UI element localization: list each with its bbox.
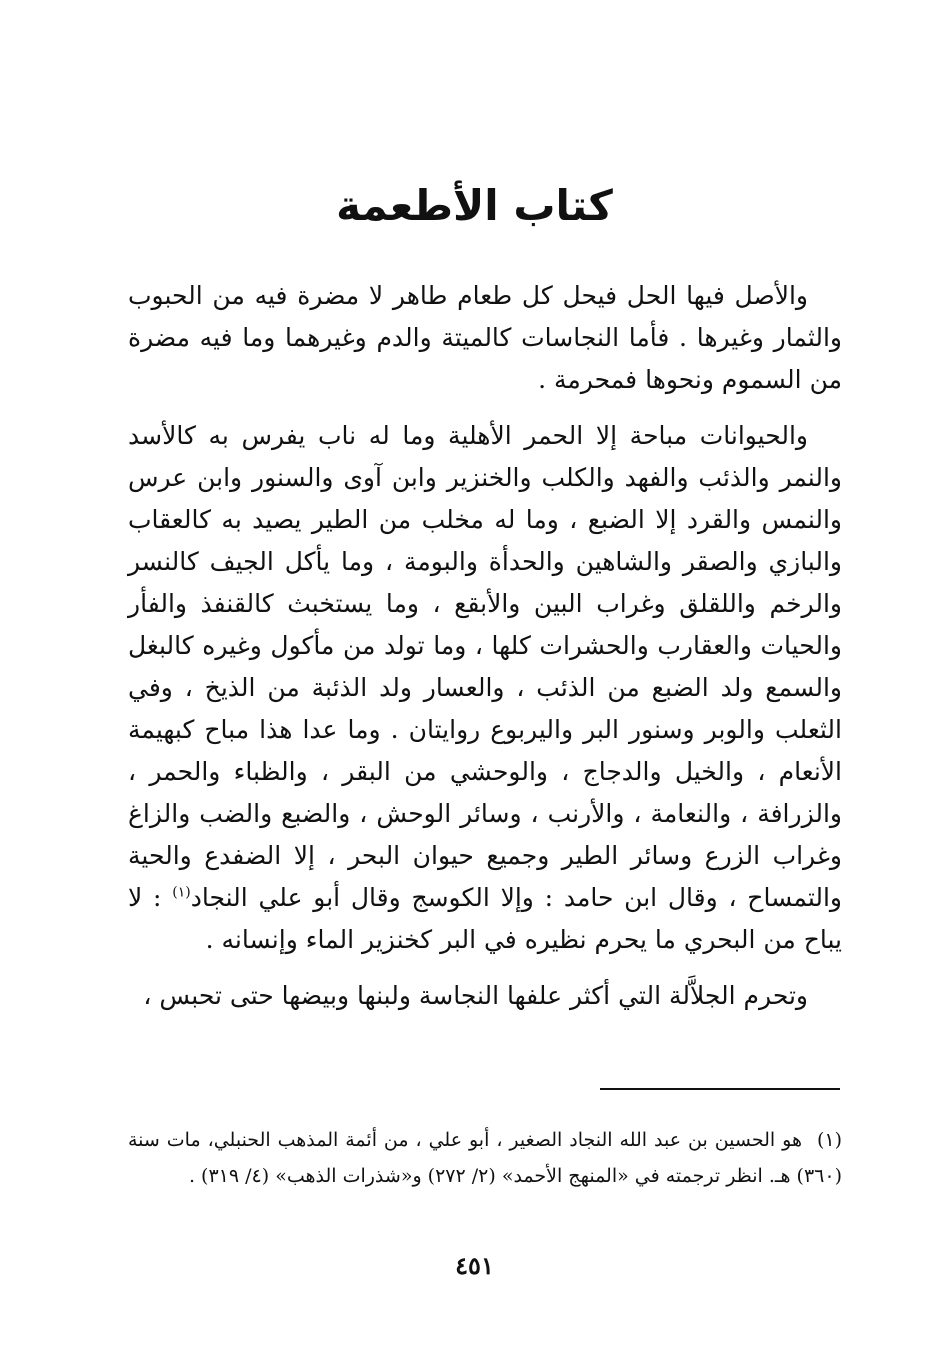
paragraph-jallala: وتحرم الجلاَّلة التي أكثر علفها النجاسة ولبنها وبيضها حتى تحبس ،	[143, 981, 808, 1010]
paragraph-animals-text: والحيوانات مباحة إلا الحمر الأهلية وما له ناب يفرس به كالأسد والنمر والذئب والفهد والكلب والخنزير وابن آوى والسنور وابن عرس والنمس والقرد إلا الضبع ، وما له مخلب من الطير يصيد به كالعقاب والبازي والصقر والشاهين والحدأة والبومة ، وما يأكل الجيف كالنسر والرخم واللقلق وغراب البين والأبقع ، وما يستخبث كالقنفذ والفأر والحيات والعقارب والحشرات كلها ، وما تولد من مأكول وغيره كالبغل والسمع ولد الضبع من الذئب ، والعسار ولد الذئبة من الذيخ ، وفي الثعلب والوبر وسنور البر واليربوع روايتان . وما عدا هذا مباح كبهيمة الأنعام ، والخيل والدجاج ، والوحشي من البقر ، والظباء والحمر ، والزرافة ، والنعامة ، والأرنب ، وسائر الوحش ، والضبع والضب والزاغ وغراب الزرع وسائر الطير وجميع حيوان البحر ، إلا الضفدع والحية والتمساح ، وقال ابن حامد : وإلا الكوسج وقال أبو علي النجاد	[128, 421, 843, 912]
footnote-reference: (١)	[172, 884, 191, 901]
paragraph-principle: والأصل فيها الحل فيحل كل طعام طاهر لا مضرة فيه من الحبوب والثمار وغيرها . فأما النجاسات كالميتة والدم وغيرهما وما فيه مضرة من السموم ونحوها فمحرمة .	[128, 281, 842, 394]
main-text	[128, 275, 842, 1031]
chapter-title: كتاب الأطعمة	[336, 181, 613, 230]
paragraph-animals-continued: : لا يباح من البحري ما يحرم نظيره في البر كخنزير الماء وإنسانه .	[128, 883, 842, 954]
footnote-separator	[600, 1088, 840, 1090]
footnote-text: هو الحسين بن عبد الله النجاد الصغير ، أبو علي ، من أئمة المذهب الحنبلي، مات سنة (٣٦٠) هـ. انظر ترجمته في «المنهج الأحمد» (٢/ ٢٧٢) و«شذرات الذهب» (٤/ ٣١٩) .	[128, 1129, 842, 1187]
paragraph-animals	[128, 415, 842, 961]
footnote-number: (١)	[816, 1129, 842, 1151]
footnote	[128, 1122, 842, 1194]
page-number: ٤٥١	[455, 1251, 494, 1280]
